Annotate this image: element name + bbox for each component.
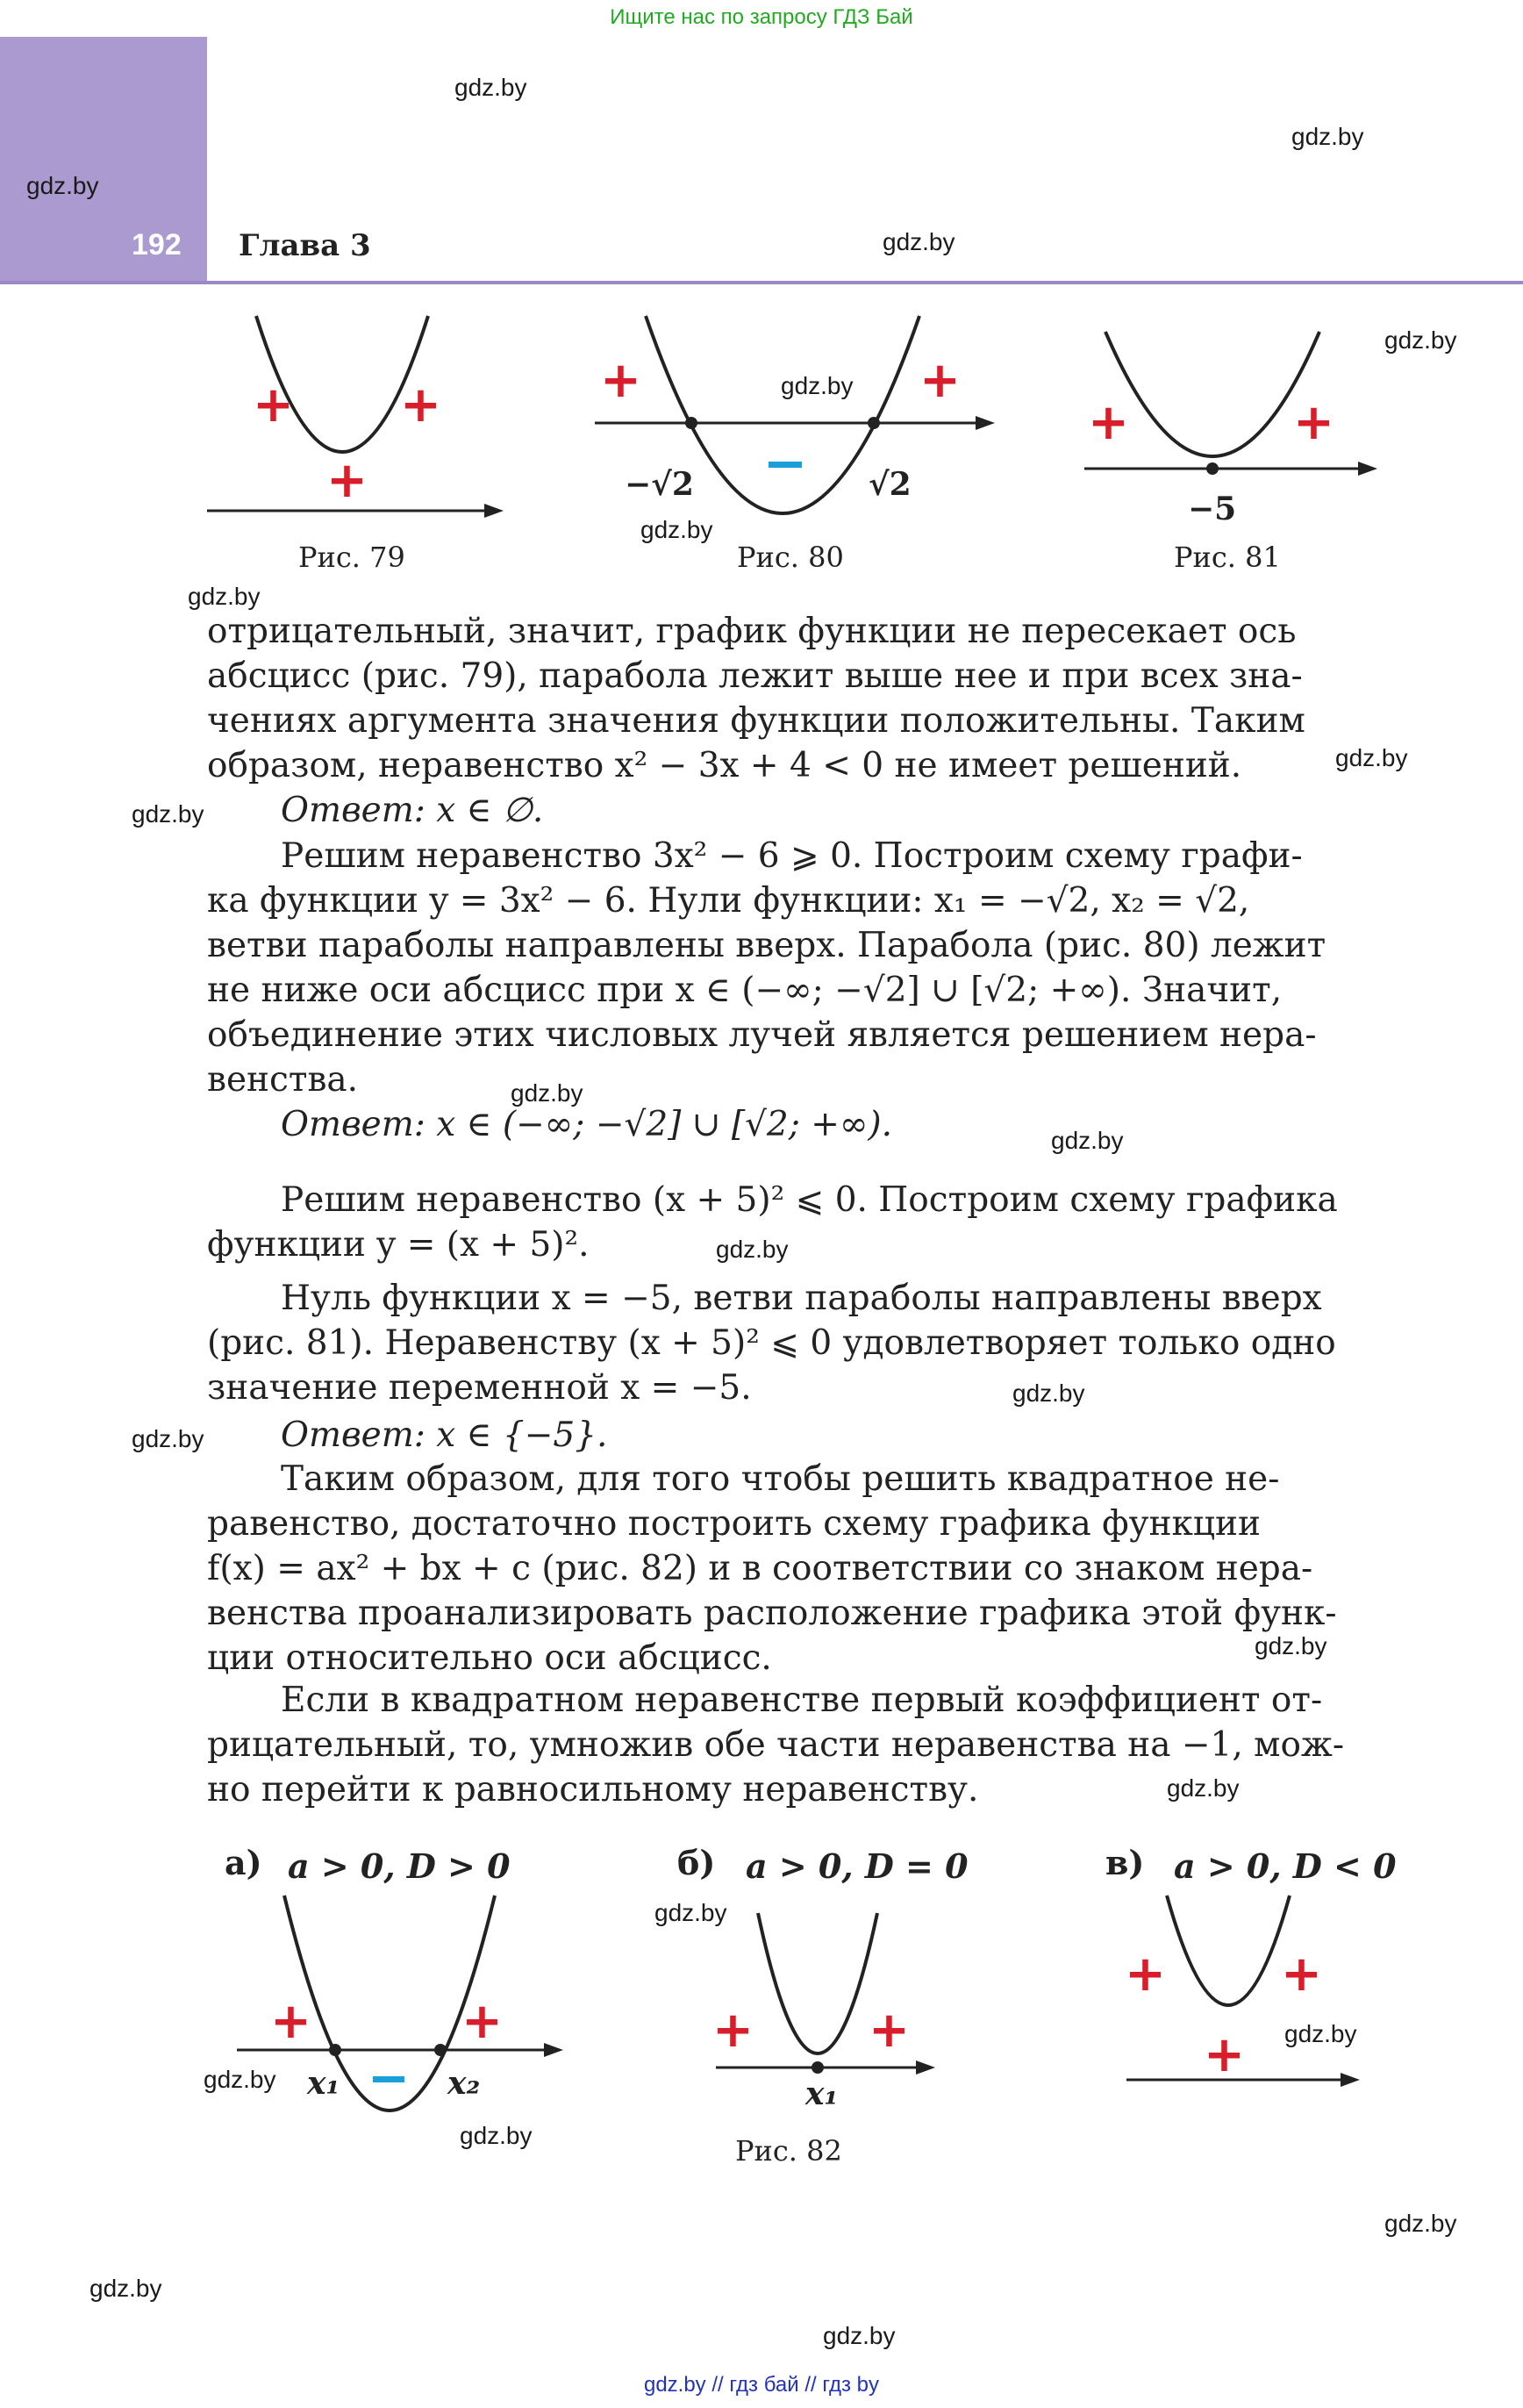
text-line: не ниже оси абсцисс при x ∈ (−∞; −√2] ∪ [√2; +∞). Значит,	[207, 971, 1283, 1010]
watermark: gdz.by	[1335, 744, 1408, 771]
figure-81-caption: Рис. 81	[1174, 541, 1281, 574]
panel-b-letter: б)	[677, 1843, 716, 1882]
watermark: gdz.by	[1012, 1380, 1085, 1407]
root-x1-label: x₁	[307, 2065, 340, 2102]
text-line: значение переменной x = −5.	[207, 1368, 752, 1408]
watermark: gdz.by	[640, 516, 713, 543]
svg-text:+: +	[1125, 1946, 1166, 2003]
root-x1-label: x₁	[805, 2075, 839, 2112]
text-line: Решим неравенство (x + 5)² ⩽ 0. Построим схему графика	[281, 1180, 1338, 1220]
text-line: f(x) = ax² + bx + c (рис. 82) и в соответствии со знаком нера-	[207, 1549, 1313, 1588]
svg-text:+: +	[1293, 394, 1334, 451]
svg-text:+: +	[869, 2002, 910, 2059]
svg-text:+: +	[919, 352, 961, 409]
svg-text:+: +	[1281, 1946, 1322, 2003]
watermark: gdz.by	[26, 172, 99, 199]
text-line: ции относительно оси абсцисс.	[207, 1638, 772, 1678]
svg-text:+: +	[1204, 2026, 1245, 2083]
watermark: gdz.by	[1284, 2020, 1357, 2047]
panel-c-letter: в)	[1105, 1843, 1145, 1882]
paragraph-6	[207, 1678, 1379, 1812]
text-line: ка функции y = 3x² − 6. Нули функции: x₁ = −√2, x₂ = √2,	[207, 881, 1250, 921]
svg-text:+: +	[270, 1993, 311, 2050]
text-line: венства проанализировать расположение графика этой функ-	[207, 1594, 1337, 1633]
paragraph-4	[207, 1276, 1379, 1410]
text-line: функции y = (x + 5)².	[207, 1225, 590, 1265]
text-line: равенство, достаточно построить схему графика функции	[207, 1504, 1262, 1544]
paragraph-3	[207, 1178, 1379, 1267]
answer-2: Ответ: x ∈ (−∞; −√2] ∪ [√2; +∞).	[281, 1105, 893, 1144]
answer-3: Ответ: x ∈ {−5}.	[281, 1415, 608, 1455]
text-line: абсцисс (рис. 79), парабола лежит выше нее и при всех зна-	[207, 656, 1303, 696]
figure-81	[1079, 318, 1395, 528]
watermark: gdz.by	[1255, 1632, 1327, 1659]
watermark: gdz.by	[188, 583, 261, 610]
text-line: но перейти к равносильному неравенству.	[207, 1770, 979, 1810]
text-line: рицательный, то, умножив обе части неравенства на −1, мож-	[207, 1725, 1345, 1765]
answer-1: Ответ: x ∈ ∅.	[281, 791, 544, 830]
svg-text:+: +	[1088, 394, 1129, 451]
svg-text:+: +	[600, 352, 641, 409]
watermark: gdz.by	[823, 2322, 896, 2349]
minus-sign	[373, 2076, 404, 2082]
figure-80-caption: Рис. 80	[737, 541, 844, 574]
watermark: gdz.by	[883, 228, 955, 255]
text-line: отрицательный, значит, график функции не пересекает ось	[207, 612, 1297, 651]
text-line: венства.	[207, 1060, 359, 1100]
text-line: ветви параболы направлены вверх. Парабола (рис. 80) лежит	[207, 926, 1326, 965]
header-divider	[0, 281, 1523, 284]
watermark: gdz.by	[132, 1425, 204, 1452]
paragraph-5	[207, 1457, 1379, 1681]
panel-a-condition: a > 0, D > 0	[288, 1846, 511, 1886]
text-line: Таким образом, для того чтобы решить квадратное не-	[281, 1459, 1280, 1499]
chapter-title: Глава 3	[239, 228, 371, 263]
figure-82b	[702, 1904, 947, 2115]
text-line: объединение этих числовых лучей является решением нера-	[207, 1015, 1317, 1055]
watermark: gdz.by	[1051, 1127, 1124, 1154]
text-line: чениях аргумента значения функции положительны. Таким	[207, 701, 1305, 741]
text-line: Решим неравенство 3x² − 6 ⩾ 0. Построим схему графи-	[281, 836, 1303, 876]
watermark: gdz.by	[204, 2066, 276, 2093]
figure-79	[202, 307, 518, 527]
figure-82-caption: Рис. 82	[735, 2134, 842, 2168]
figure-82c	[1114, 1887, 1369, 2097]
figure-82a	[237, 1887, 570, 2132]
text-line: (рис. 81). Неравенству (x + 5)² ⩽ 0 удовлетворяет только одно	[207, 1323, 1336, 1363]
watermark: gdz.by	[454, 74, 527, 101]
watermark: gdz.by	[1384, 2210, 1457, 2237]
watermark: gdz.by	[654, 1899, 727, 1926]
top-banner: Ищите нас по запросу ГДЗ Бай	[610, 5, 913, 29]
panel-b-condition: a > 0, D = 0	[746, 1846, 969, 1886]
text-line: Нуль функции x = −5, ветви параболы направлены вверх	[281, 1279, 1322, 1318]
text-line: Если в квадратном неравенстве первый коэффициент от-	[281, 1681, 1323, 1720]
text-line: образом, неравенство x² − 3x + 4 < 0 не имеет решений.	[207, 746, 1242, 785]
panel-a-letter: а)	[225, 1843, 262, 1882]
plus-sign: +	[253, 376, 294, 434]
paragraph-2	[207, 834, 1379, 1102]
watermark: gdz.by	[89, 2275, 162, 2302]
watermark: gdz.by	[460, 2122, 533, 2149]
panel-c-condition: a > 0, D < 0	[1174, 1846, 1397, 1886]
figure-80	[590, 307, 1002, 518]
svg-text:+: +	[712, 2002, 754, 2059]
paragraph-1	[207, 609, 1379, 788]
watermark: gdz.by	[1291, 123, 1364, 150]
watermark: gdz.by	[781, 372, 854, 399]
bottom-banner: gdz.by // гдз бай // гдз by	[643, 2373, 880, 2397]
root-right-label: √2	[869, 466, 912, 503]
minus-sign	[769, 462, 802, 468]
page-number: 192	[132, 228, 182, 262]
plus-sign: +	[326, 452, 368, 509]
root-left-label: −√2	[625, 466, 694, 503]
root-label: −5	[1188, 491, 1237, 527]
root-x2-label: x₂	[447, 2065, 481, 2102]
svg-text:+: +	[461, 1993, 503, 2050]
plus-sign: +	[400, 376, 441, 434]
figure-79-caption: Рис. 79	[298, 541, 405, 574]
watermark: gdz.by	[1384, 326, 1457, 354]
watermark: gdz.by	[132, 800, 204, 828]
watermark: gdz.by	[716, 1236, 789, 1263]
watermark: gdz.by	[1167, 1774, 1240, 1802]
watermark: gdz.by	[511, 1079, 583, 1107]
